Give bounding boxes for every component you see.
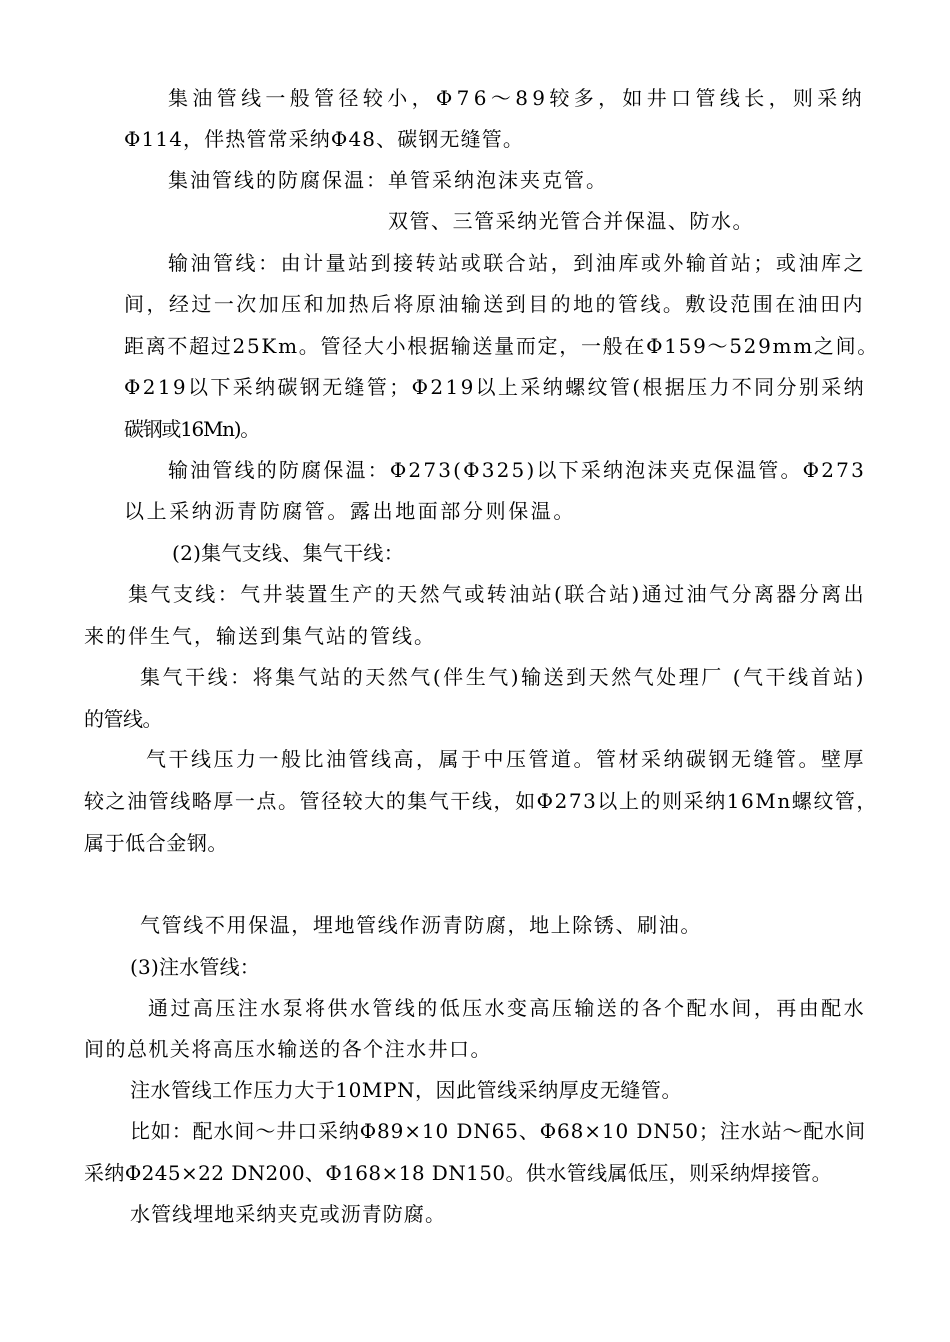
text-line: 气管线不用保温，埋地管线作沥青防腐，地上除锈、刷油。 bbox=[140, 913, 702, 937]
text-line: 通过高压注水泵将供水管线的低压水变高压输送的各个配水间，再由配水 bbox=[148, 996, 867, 1020]
text-line: 比如：配水间～井口采纳Φ89×10 DN65、Φ68×10 DN50；注水站～配水间 bbox=[130, 1119, 867, 1143]
text-line: 集气支线：气井装置生产的天然气或转油站(联合站)通过油气分离器分离出 bbox=[128, 582, 866, 606]
text-line: 碳钢或16Mn)。 bbox=[124, 417, 259, 441]
text-line: 间的总机关将高压水输送的各个注水井口。 bbox=[84, 1037, 493, 1061]
text-line: 间，经过一次加压和加热后将原油输送到目的地的管线。敷设范围在油田内 bbox=[124, 292, 866, 316]
text-line: 距离不超过25Km。管径大小根据输送量而定，一般在Φ159～529mm之间。 bbox=[124, 334, 880, 358]
text-line: 注水管线工作压力大于10MPN，因此管线采纳厚皮无缝管。 bbox=[130, 1078, 683, 1102]
text-line: 水管线埋地采纳夹克或沥青防腐。 bbox=[130, 1202, 447, 1226]
text-line: 属于低合金钢。 bbox=[84, 831, 228, 855]
text-line: 较之油管线略厚一点。管径较大的集气干线，如Φ273以上的则采纳16Mn螺纹管， bbox=[84, 789, 878, 813]
text-line: Φ114，伴热管常采纳Φ48、碳钢无缝管。 bbox=[124, 127, 524, 151]
text-line: 集油管线的防腐保温：单管采纳泡沫夹克管。 bbox=[168, 168, 608, 192]
text-line: 集气干线：将集气站的天然气(伴生气)输送到天然气处理厂 (气干线首站) bbox=[140, 665, 866, 689]
section-heading: (3)注水管线： bbox=[130, 955, 260, 979]
section-heading: (2)集气支线、集气干线： bbox=[172, 541, 404, 565]
text-line: 集油管线一般管径较小，Φ76～89较多，如井口管线长，则采纳 bbox=[168, 86, 867, 110]
text-line: 采纳Φ245×22 DN200、Φ168×18 DN150。供水管线属低压，则采纳焊接管。 bbox=[84, 1161, 833, 1185]
text-line: Φ219以下采纳碳钢无缝管；Φ219以上采纳螺纹管(根据压力不同分别采纳 bbox=[124, 375, 866, 399]
text-line: 来的伴生气，输送到集气站的管线。 bbox=[84, 624, 436, 648]
text-line: 双管、三管采纳光管合并保温、防水。 bbox=[388, 209, 754, 233]
text-line: 的管线。 bbox=[84, 707, 162, 731]
text-line: 输油管线的防腐保温：Φ273(Φ325)以下采纳泡沫夹克保温管。Φ273 bbox=[168, 458, 866, 482]
text-line: 输油管线：由计量站到接转站或联合站，到油库或外输首站；或油库之 bbox=[168, 251, 866, 275]
text-line: 以上采纳沥青防腐管。露出地面部分则保温。 bbox=[124, 499, 576, 523]
text-line: 气干线压力一般比油管线高，属于中压管道。管材采纳碳钢无缝管。壁厚 bbox=[146, 747, 866, 771]
